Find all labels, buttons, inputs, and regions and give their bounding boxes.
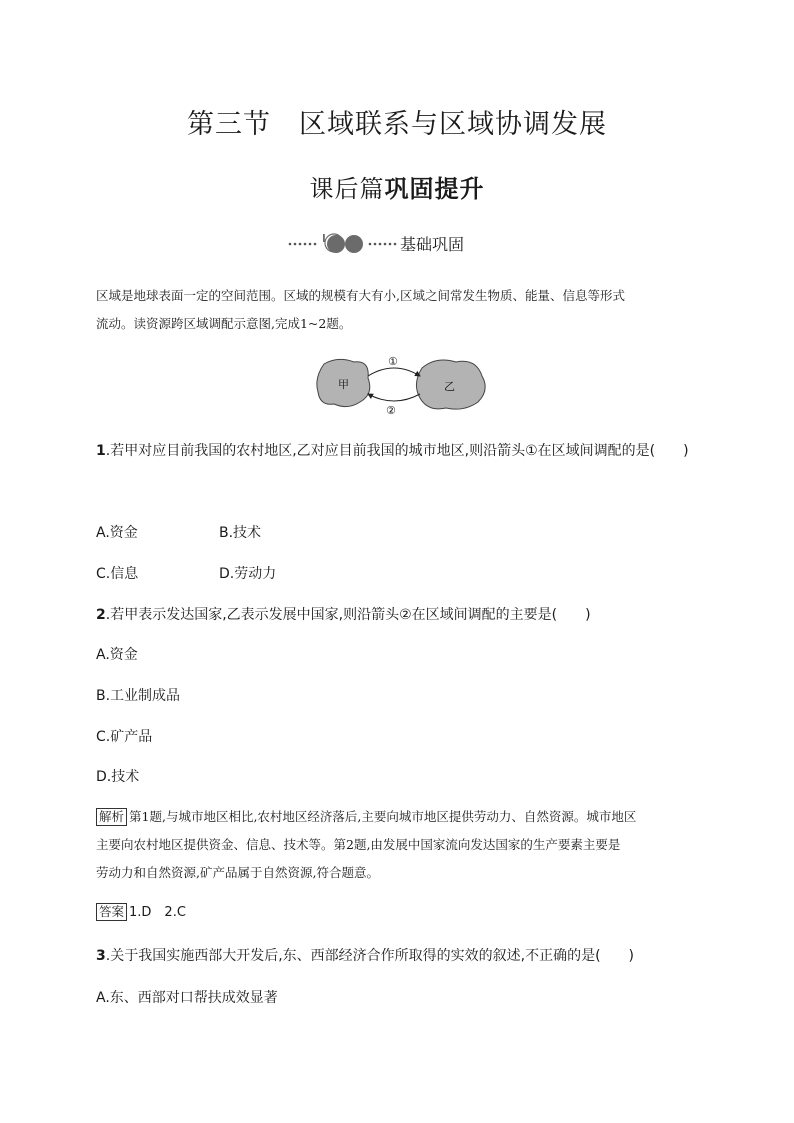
question-3 xyxy=(96,945,634,965)
answer-block xyxy=(96,898,696,927)
q3-option-a: A.东、西部对口帮扶成效显著 xyxy=(96,990,278,1006)
region-flow-diagram xyxy=(310,350,500,420)
intro-line-2: 流动。读资源跨区域调配示意图,完成1~2题。 xyxy=(96,316,352,331)
arrow-1 xyxy=(368,368,420,376)
question-number: 2 xyxy=(96,607,106,623)
arrow-2 xyxy=(368,394,420,401)
subtitle-normal: 课后篇 xyxy=(309,175,385,203)
region-jia-label: 甲 xyxy=(338,378,349,391)
analysis-block xyxy=(96,803,696,887)
question-text: .若甲对应目前我国的农村地区,乙对应目前我国的城市地区,则沿箭头①在区域间调配的是( ) xyxy=(105,443,689,459)
subtitle-bold: 巩固提升 xyxy=(384,175,485,203)
question-text: .若甲表示发达国家,乙表示发展中国家,则沿箭头②在区域间调配的主要是( ) xyxy=(105,607,591,623)
intro-paragraph xyxy=(96,282,696,338)
arrow-2-label: ② xyxy=(386,404,396,417)
section-header xyxy=(288,230,528,258)
dot-leader-right xyxy=(369,243,397,246)
section-logo-icon xyxy=(323,234,363,253)
q2-option-d: D.技术 xyxy=(96,769,140,785)
answer-text: 1.D 2.C xyxy=(129,905,186,920)
intro-line-1: 区域是地球表面一定的空间范围。区域的规模有大有小,区域之间常发生物质、能量、信息等形式 xyxy=(96,288,625,303)
question-1 xyxy=(96,440,689,460)
analysis-text-1: 第1题,与城市地区相比,农村地区经济落后,主要向城市地区提供劳动力、自然资源。城市地区 xyxy=(129,809,637,824)
q1-option-b: B.技术 xyxy=(219,525,262,541)
page-title: 第三节 区域联系与区域协调发展 xyxy=(187,109,607,140)
region-yi-label: 乙 xyxy=(444,380,455,393)
page-subtitle xyxy=(0,169,794,204)
q1-option-d: D.劳动力 xyxy=(219,566,277,582)
question-number: 3 xyxy=(96,948,106,964)
analysis-tag: 解析 xyxy=(96,808,127,826)
section-label: 基础巩固 xyxy=(400,235,465,254)
q2-option-b: B.工业制成品 xyxy=(96,688,181,704)
analysis-line-2: 主要向农村地区提供资金、信息、技术等。第2题,由发展中国家流向发达国家的生产要素主要是 xyxy=(96,837,621,852)
question-text: .关于我国实施西部大开发后,东、西部经济合作所取得的实效的叙述,不正确的是( ) xyxy=(105,948,635,964)
q1-option-c: C.信息 xyxy=(96,566,139,582)
dot-leader-left xyxy=(289,243,317,246)
q2-option-a: A.资金 xyxy=(96,647,138,663)
analysis-line-3: 劳动力和自然资源,矿产品属于自然资源,符合题意。 xyxy=(96,865,379,880)
answer-tag: 答案 xyxy=(96,903,127,921)
question-number: 1 xyxy=(96,443,106,459)
arrow-1-label: ① xyxy=(388,355,398,368)
section-decoration xyxy=(288,230,400,258)
analysis-line-1 xyxy=(96,803,696,831)
question-2 xyxy=(96,604,591,624)
q1-option-a: A.资金 xyxy=(96,525,138,541)
q2-option-c: C.矿产品 xyxy=(96,729,153,745)
